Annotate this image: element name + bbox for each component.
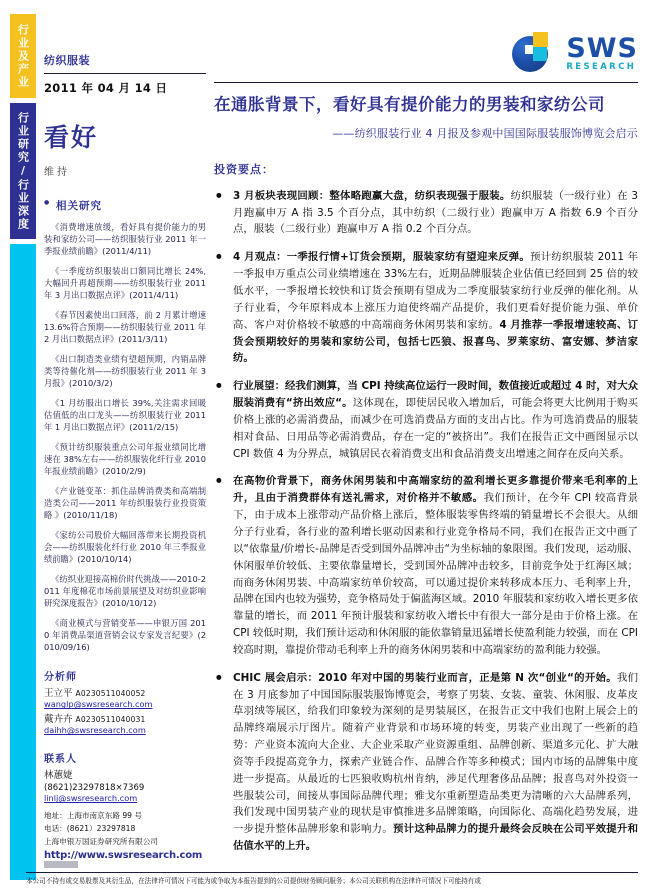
address-phone-line: 电话：(8621）23297818 [44,824,136,834]
header-divider [214,82,638,83]
logo-sub-text: RESEARCH [566,61,637,72]
contact-email[interactable]: linlj@swsresearch.com [44,793,138,804]
url-redaction-tag [44,861,78,868]
related-research-item[interactable]: 《产业链变革：抓住品牌消费类和高端制造类公司——2011 年纺织服装行业投资策略 》(2010/11/18) [44,486,206,521]
point-lead: 4 月观点：一季报行情+订货会预期，服装家纺有望迎来反弹。 [233,251,531,264]
investment-point [214,473,638,658]
analyst-row [44,685,206,699]
point-tail: 4 月推荐一季报增速较高、订货会预期较好的男装和家纺公司，包括七匹狼、报喜鸟、罗莱家纺、富安娜、梦洁家纺。 [233,318,638,365]
contact-phone: (8621)23297818×7369 [44,783,145,794]
band-research-depth [10,103,36,239]
footer-divider [26,872,638,873]
related-research-item[interactable]: 《一季度纺织服装出口额同比增长 24%,大幅回升再超预期——纺织服装行业 2011 年 3 月出口数据点评》(2011/4/11) [44,266,206,301]
rating-status: 维持 [44,167,70,178]
related-research-heading: ● 相关研究 [44,198,206,213]
logo-cyan-square-shape [533,47,547,61]
sws-logo-icon [512,32,558,74]
investment-point [214,188,638,239]
analyst-license: A0230511040052 [75,689,146,699]
investment-point [214,249,638,367]
band-depth-label: 行业研究/行业深度 [16,111,30,231]
investment-point [214,670,638,855]
point-text: 预计纺织服装 2011 年一季报申万重点公司业绩增速在 33%左右，近期品牌服装企业估值已经回到 25 倍的较低水平，一季报增长较快和订货会预期有望成为二季度服装家纺行业反弹的催化剂。从子行业看，今年原料成本上涨压力迫使终端产品提价，我们更看好提价能力强、单价高、客户对价格较不敏感的中高端商务休闲男装和家纺。 [233,251,638,331]
analyst-email[interactable]: daihh@swsresearch.com [44,725,146,736]
website-url[interactable] [44,850,206,873]
related-research-item[interactable]: 《纺织业迎接高棉价时代挑战——2010-2011 年度棉花市场前景展望及对纺织业影响研究深度报告》(2010/10/12) [44,574,206,609]
related-research-item[interactable]: 《商业模式与营销变革——申银万国 2010 年消费品渠道营销会议专家发言纪要》(2010/09/16) [44,618,206,653]
investment-point [214,378,638,462]
point-lead: 在高物价背景下，商务休闲男装和中高端家纺的盈利增长更多靠提价带来毛利率的上升，且由于消费群体有送礼需求，对价格并不敏感。 [233,475,638,505]
analyst-heading: 分析师 [44,672,77,684]
point-lead: CHIC 展会启示：2010 年对中国的男装行业而言，正是第 N 次“创业“的开始。 [233,671,617,684]
related-research-item[interactable]: 《出口制造类业绩有望超预期，内销品牌类等待催化剂——纺织服装行业 2011 年 3 月报》(2010/3/2) [44,354,206,389]
point-text: 我们预计，在今年 CPI 较高背景下，由于成本上涨带动产品价格上涨后，整体服装零售终端的销量增长不会很大。从细分子行业看，各行业的盈利增长驱动因素和行业竞争格局不同，我们在报告正文中画了以“依靠量/价增长-品牌是否受到国外品牌冲击“为坐标轴的象限图。我们发现，运动服、休闲服单价较低、主要依靠量增长，受到国外品牌冲击较多，目前竞争处于红海区域；而商务休闲男装、中高端家纺单价较高，可以通过提价来转移成本压力、毛利率上升，品牌在国内也较为强势，竞争格局处于偏蓝海区域。2010 年服装和家纺收入增长更多依靠量的增长，而 2011 年预计服装和家纺收入增长中有很大一部分是由于价格上涨。在 CPI 较低时期，我们预计运动和休闲服的能依靠销量迅猛增长使盈利能力较强，而在 CPI 较高时期，靠提价带动毛利率上升的商务休闲男装和中高端家纺的盈利能力较强。 [233,492,638,656]
band-industry-label: 行业及产业 [16,23,30,89]
related-research-item[interactable]: 《春节因素使出口回落，前 2 月累计增速 13.6%符合预期——纺织服装行业 2011 年 2 月出口数据点评》(2011/3/11) [44,310,206,345]
point-lead: 行业展望：经我们测算，当 CPI 持续高位运行一段时间，数值接近或超过 4 时，对大众服装消费有“挤出效应“。 [233,380,638,410]
band-accent-cyan [10,244,36,880]
logo-brand-text: SWS [566,32,638,64]
brand-logo [214,26,638,80]
company-name-line: 上海申银万国证券研究所有限公司 [44,837,158,847]
rating-value: 看好 [44,123,99,152]
analyst-row [44,711,206,725]
logo-wordmark [566,32,638,72]
related-research-item[interactable]: 《消费增速放缓，看好具有提价能力的男装和家纺公司——纺织服装行业 2011 年一季报业绩前瞻》(2011/4/11) [44,222,206,257]
analyst-license: A0230511040031 [75,715,146,725]
analyst-email[interactable]: wanglp@swsresearch.com [44,699,153,710]
contact-name: 林蕙婕 [44,770,73,782]
website-url-text: http://www.swsresearch.com [44,850,203,862]
main-content [214,26,638,855]
point-text: 这体现在，即使居民收入增加后，可能会将更大比例用于购买价格上涨的必需消费品，而减少在可选消费品方面的支出占比。作为可选消费品的服装相对食品、日用品等必需消费品，存在一定的“被挤出”。我们在报告正文中画图显示以 CPI 数值 4 为分界点，城镇居民衣着消费支出和食品消费支出增速之间存在反向关系。 [233,397,638,460]
band-industry-sector [10,14,36,98]
related-research-item[interactable]: 《预计纺织服装重点公司年报业绩同比增速在 38%左右——纺织服装化纤行业 2010 年报业绩前瞻》(2010/2/9) [44,442,206,477]
logo-yellow-square-shape [533,32,548,47]
point-lead: 3 月板块表现回顾：整体略跑赢大盘，纺织表现强于服装。 [233,189,511,202]
address-line: 地址：上海市南京东路 99 号 [44,811,143,821]
analyst-name: 戴卉卉 [44,714,73,726]
sector-name: 纺织服装 [44,54,90,67]
disclaimer-text: 本公司不持有或交易股票及其衍生品，在法律许可情况下可能为或争取为本报告提到的公司提供财务顾问服务；本公司关联机构在法律许可情况下可能持有或 [26,877,481,885]
sidebar-divider [44,73,206,74]
related-research-item[interactable]: 《1 月纺服出口增长 39%,关注需求回暖估值低的出口龙头——纺织服装行业 2011 年 1 月出口数据点评》(2011/2/15) [44,398,206,433]
related-research-item[interactable]: 《家纺公司股价大幅回落带来长期投资机会——纺织服装化纤行业 2010 年三季报业绩前瞻》(2010/10/14) [44,530,206,565]
point-tail: 预计这种品牌力的提升最终会反映在公司平效提升和估值水平的上升。 [233,823,639,853]
report-date: 2011 年 04 月 14 日 [44,81,168,95]
point-text: 纺织服装（一级行业）在 3 月跑赢申万 A 指 3.5 个百分点，其中纺织（二级行业）跑赢申万 A 指数 6.9 个百分点，服装（二级行业）跑赢申万 A 指 0.2 个百分点。 [233,189,638,236]
point-text: 我们在 3 月底参加了中国国际服装服饰博览会，考察了男装、女装、童装、休闲服、皮革皮草羽绒等展区，给我们印象较为深刻的是男装展区，在报告正文中我们也附上展会上的品牌终端展示厅图片。随着产业背景和市场环境的转变，男装产业出现了一些新的趋势：产业资本流向大企业、大企业采取产业资源重组、品牌创新、渠道多元化、扩大融资等手段提高竞争力，探索产业链合作、品牌合作等多种模式；国内市场的品牌集中度进一步提高。从最近的七匹狼收购杭州肯纳，涉足代理奢侈品品牌；报喜鸟对外投资一些服装公司，间接从事国际品牌代理；雅戈尔重新塑造品类更为清晰的六大品牌系列，我们发现中国男装产业的现状是审慎推进多品牌策略，向国际化、高端化趋势发展，进一步提升整体品牌形象和影响力。 [233,671,639,836]
page-title: 在通胀背景下，看好具有提价能力的男装和家纺公司 [214,95,605,114]
investment-points-heading: 投资要点： [214,162,274,176]
analyst-name: 王立平 [44,688,73,700]
contact-heading: 联系人 [44,754,77,766]
page-subtitle: ——纺织服装行业 4 月报及参观中国国际服装服饰博览会启示 [332,126,638,140]
sidebar [44,52,206,873]
